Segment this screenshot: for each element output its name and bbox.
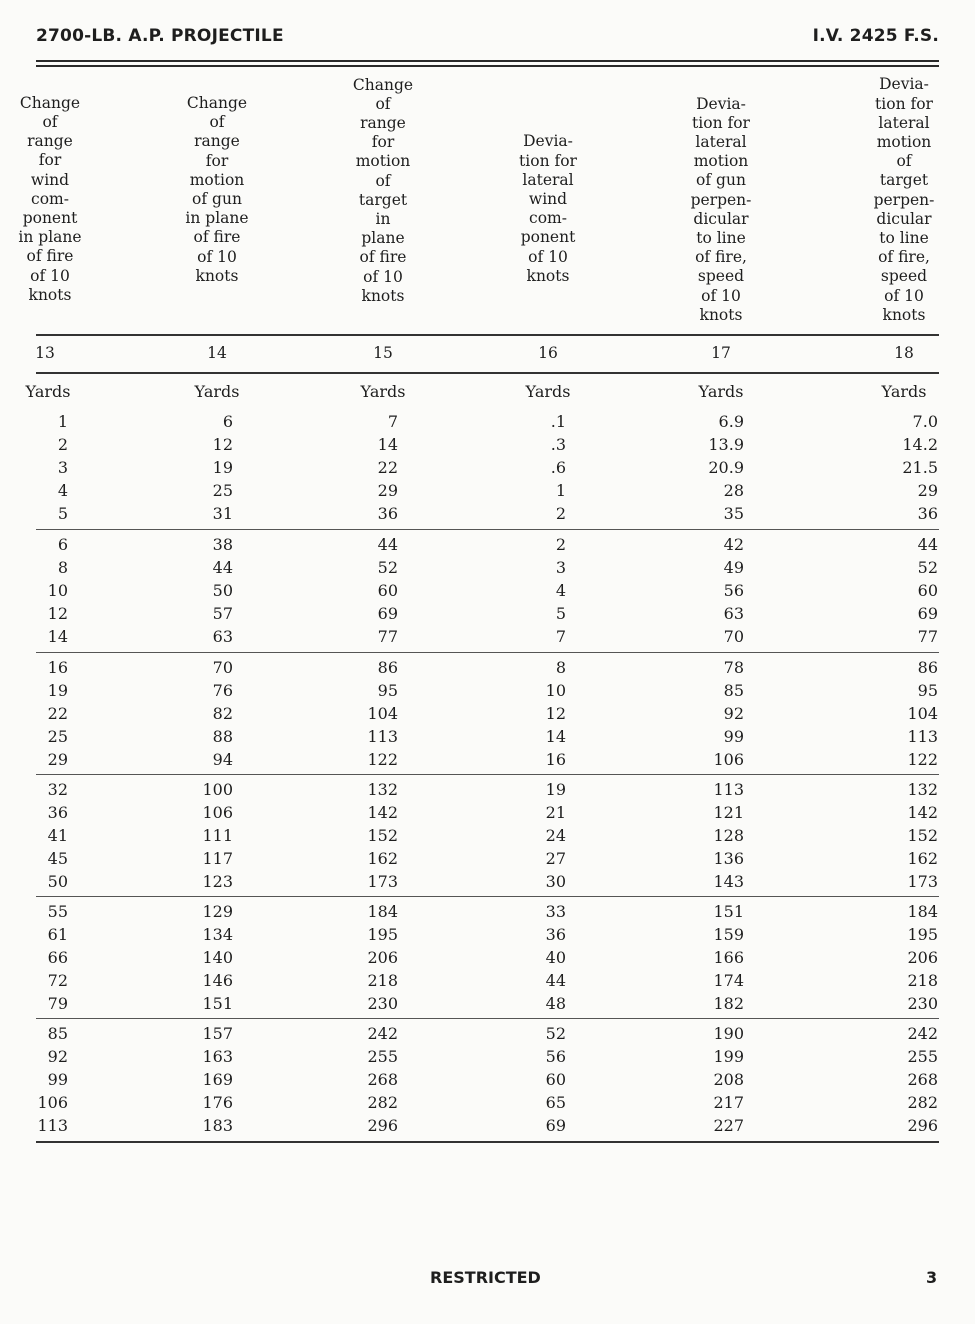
cell-col-18: 95: [917, 681, 938, 700]
heading-rule: [36, 334, 939, 336]
cell-col-16: 27: [545, 849, 566, 868]
cell-col-18: 113: [907, 727, 938, 746]
cell-col-16: .1: [550, 412, 566, 431]
cell-col-15: 7: [387, 412, 398, 431]
cell-col-13: 36: [47, 803, 68, 822]
cell-col-17: 182: [713, 994, 744, 1013]
cell-col-17: 128: [713, 826, 744, 845]
cell-col-13: 55: [47, 902, 68, 921]
cell-col-16: 40: [545, 948, 566, 967]
cell-col-14: 12: [212, 435, 233, 454]
cell-col-17: 13.9: [708, 435, 744, 454]
cell-col-15: 44: [377, 535, 398, 554]
cell-col-14: 106: [202, 803, 233, 822]
column-number-17: 17: [711, 344, 731, 362]
cell-col-17: 143: [713, 872, 744, 891]
cell-col-14: 70: [212, 658, 233, 677]
cell-col-17: 35: [723, 504, 744, 523]
cell-col-15: 36: [377, 504, 398, 523]
cell-col-16: .3: [550, 435, 566, 454]
header-title-right: I.V. 2425 F.S.: [812, 26, 939, 46]
cell-col-14: 100: [202, 780, 233, 799]
cell-col-14: 157: [202, 1024, 233, 1043]
cell-col-17: 151: [713, 902, 744, 921]
cell-col-16: 8: [555, 658, 566, 677]
cell-col-14: 63: [212, 627, 233, 646]
cell-col-17: 217: [713, 1093, 744, 1112]
cell-col-17: 121: [713, 803, 744, 822]
cell-col-17: 49: [723, 558, 744, 577]
cell-col-16: 36: [545, 925, 566, 944]
column-unit-15: Yards: [360, 382, 406, 401]
cell-col-13: 3: [57, 458, 68, 477]
cell-col-18: 184: [907, 902, 938, 921]
column-number-13: 13: [35, 344, 55, 362]
cell-col-17: 113: [713, 780, 744, 799]
cell-col-14: 134: [202, 925, 233, 944]
cell-col-17: 78: [723, 658, 744, 677]
cell-col-16: 69: [545, 1116, 566, 1135]
cell-col-15: 60: [377, 581, 398, 600]
column-number-18: 18: [894, 344, 914, 362]
cell-col-15: 69: [377, 604, 398, 623]
column-unit-14: Yards: [194, 382, 240, 401]
cell-col-15: 184: [367, 902, 398, 921]
cell-col-15: 173: [367, 872, 398, 891]
cell-col-14: 25: [212, 481, 233, 500]
cell-col-13: 41: [47, 826, 68, 845]
cell-col-14: 94: [212, 750, 233, 769]
cell-col-14: 6: [222, 412, 233, 431]
cell-col-15: 268: [367, 1070, 398, 1089]
cell-col-17: 99: [723, 727, 744, 746]
cell-col-14: 38: [212, 535, 233, 554]
cell-col-13: 106: [37, 1093, 68, 1112]
cell-col-18: 29: [917, 481, 938, 500]
cell-col-17: 92: [723, 704, 744, 723]
cell-col-13: 2: [57, 435, 68, 454]
cell-col-16: 12: [545, 704, 566, 723]
cell-col-18: 142: [907, 803, 938, 822]
cell-col-18: 60: [917, 581, 938, 600]
cell-col-17: 56: [723, 581, 744, 600]
header-rule-top: [36, 60, 939, 62]
cell-col-13: 6: [57, 535, 68, 554]
cell-col-14: 76: [212, 681, 233, 700]
cell-col-14: 140: [202, 948, 233, 967]
cell-col-13: 85: [47, 1024, 68, 1043]
column-heading-15: Change of range for motion of target in plane of fire of 10 knots: [352, 75, 414, 305]
cell-col-16: 2: [555, 535, 566, 554]
cell-col-14: 82: [212, 704, 233, 723]
cell-col-18: 21.5: [902, 458, 938, 477]
cell-col-15: 104: [367, 704, 398, 723]
cell-col-16: 5: [555, 604, 566, 623]
cell-col-13: 61: [47, 925, 68, 944]
cell-col-13: 66: [47, 948, 68, 967]
cell-col-16: 56: [545, 1047, 566, 1066]
cell-col-18: 162: [907, 849, 938, 868]
cell-col-18: 69: [917, 604, 938, 623]
cell-col-17: 42: [723, 535, 744, 554]
cell-col-18: 132: [907, 780, 938, 799]
cell-col-13: 22: [47, 704, 68, 723]
cell-col-13: 92: [47, 1047, 68, 1066]
cell-col-17: 70: [723, 627, 744, 646]
cell-col-15: 218: [367, 971, 398, 990]
cell-col-14: 88: [212, 727, 233, 746]
group-divider: [36, 652, 939, 653]
column-unit-13: Yards: [25, 382, 71, 401]
cell-col-16: 4: [555, 581, 566, 600]
cell-col-15: 95: [377, 681, 398, 700]
cell-col-14: 129: [202, 902, 233, 921]
cell-col-18: 122: [907, 750, 938, 769]
cell-col-13: 99: [47, 1070, 68, 1089]
column-number-15: 15: [373, 344, 393, 362]
cell-col-15: 296: [367, 1116, 398, 1135]
cell-col-15: 14: [377, 435, 398, 454]
cell-col-17: 6.9: [718, 412, 744, 431]
cell-col-14: 44: [212, 558, 233, 577]
header-rule-bottom: [36, 65, 939, 67]
cell-col-13: 19: [47, 681, 68, 700]
cell-col-17: 106: [713, 750, 744, 769]
cell-col-13: 16: [47, 658, 68, 677]
page-header: [36, 26, 939, 52]
group-divider: [36, 1018, 939, 1019]
cell-col-16: 65: [545, 1093, 566, 1112]
cell-col-16: 60: [545, 1070, 566, 1089]
cell-col-15: 242: [367, 1024, 398, 1043]
cell-col-16: 52: [545, 1024, 566, 1043]
cell-col-14: 163: [202, 1047, 233, 1066]
cell-col-18: 7.0: [912, 412, 938, 431]
cell-col-14: 19: [212, 458, 233, 477]
cell-col-17: 190: [713, 1024, 744, 1043]
cell-col-18: 268: [907, 1070, 938, 1089]
column-heading-14: Change of range for motion of gun in plane of fire of 10 knots: [185, 94, 249, 285]
cell-col-17: 227: [713, 1116, 744, 1135]
cell-col-16: 3: [555, 558, 566, 577]
cell-col-13: 32: [47, 780, 68, 799]
cell-col-17: 85: [723, 681, 744, 700]
cell-col-13: 10: [47, 581, 68, 600]
cell-col-13: 1: [57, 412, 68, 431]
cell-col-13: 4: [57, 481, 68, 500]
cell-col-14: 57: [212, 604, 233, 623]
group-divider: [36, 529, 939, 530]
cell-col-16: 48: [545, 994, 566, 1013]
cell-col-18: 218: [907, 971, 938, 990]
cell-col-18: 152: [907, 826, 938, 845]
cell-col-15: 29: [377, 481, 398, 500]
footer-classification: RESTRICTED: [430, 1268, 541, 1287]
cell-col-14: 151: [202, 994, 233, 1013]
cell-col-14: 169: [202, 1070, 233, 1089]
cell-col-17: 63: [723, 604, 744, 623]
cell-col-14: 123: [202, 872, 233, 891]
cell-col-13: 14: [47, 627, 68, 646]
cell-col-13: 25: [47, 727, 68, 746]
cell-col-16: 24: [545, 826, 566, 845]
cell-col-16: 2: [555, 504, 566, 523]
cell-col-15: 86: [377, 658, 398, 677]
column-heading-16: Devia- tion for lateral wind com- ponent of 10 knots: [519, 132, 577, 285]
cell-col-18: 36: [917, 504, 938, 523]
cell-col-18: 86: [917, 658, 938, 677]
cell-col-14: 183: [202, 1116, 233, 1135]
cell-col-17: 20.9: [708, 458, 744, 477]
cell-col-15: 132: [367, 780, 398, 799]
group-divider: [36, 774, 939, 775]
cell-col-16: 30: [545, 872, 566, 891]
cell-col-15: 282: [367, 1093, 398, 1112]
cell-col-15: 52: [377, 558, 398, 577]
cell-col-18: 52: [917, 558, 938, 577]
cell-col-14: 50: [212, 581, 233, 600]
column-unit-18: Yards: [881, 382, 927, 401]
cell-col-18: 104: [907, 704, 938, 723]
cell-col-17: 166: [713, 948, 744, 967]
cell-col-13: 8: [57, 558, 68, 577]
column-heading-13: Change of range for wind com- ponent in plane of fire of 10 knots: [18, 93, 82, 304]
cell-col-17: 174: [713, 971, 744, 990]
number-rule: [36, 372, 939, 374]
cell-col-13: 72: [47, 971, 68, 990]
column-number-14: 14: [207, 344, 227, 362]
cell-col-13: 45: [47, 849, 68, 868]
cell-col-13: 5: [57, 504, 68, 523]
cell-col-14: 146: [202, 971, 233, 990]
cell-col-15: 195: [367, 925, 398, 944]
cell-col-15: 230: [367, 994, 398, 1013]
cell-col-18: 14.2: [902, 435, 938, 454]
cell-col-15: 77: [377, 627, 398, 646]
cell-col-15: 255: [367, 1047, 398, 1066]
cell-col-16: .6: [550, 458, 566, 477]
cell-col-17: 136: [713, 849, 744, 868]
column-unit-17: Yards: [698, 382, 744, 401]
cell-col-13: 113: [37, 1116, 68, 1135]
cell-col-15: 162: [367, 849, 398, 868]
cell-col-15: 152: [367, 826, 398, 845]
cell-col-15: 113: [367, 727, 398, 746]
cell-col-17: 159: [713, 925, 744, 944]
cell-col-18: 206: [907, 948, 938, 967]
cell-col-15: 22: [377, 458, 398, 477]
table-bottom-rule: [36, 1141, 939, 1143]
cell-col-16: 14: [545, 727, 566, 746]
cell-col-18: 255: [907, 1047, 938, 1066]
cell-col-15: 142: [367, 803, 398, 822]
column-unit-16: Yards: [525, 382, 571, 401]
cell-col-16: 44: [545, 971, 566, 990]
cell-col-16: 7: [555, 627, 566, 646]
cell-col-16: 16: [545, 750, 566, 769]
cell-col-17: 28: [723, 481, 744, 500]
cell-col-14: 111: [202, 826, 233, 845]
cell-col-13: 12: [47, 604, 68, 623]
column-number-16: 16: [538, 344, 558, 362]
cell-col-16: 10: [545, 681, 566, 700]
column-heading-17: Devia- tion for lateral motion of gun perpen- dicular to line of fire, speed of 10 knots: [690, 94, 752, 324]
cell-col-16: 21: [545, 803, 566, 822]
cell-col-17: 199: [713, 1047, 744, 1066]
cell-col-13: 79: [47, 994, 68, 1013]
cell-col-15: 122: [367, 750, 398, 769]
cell-col-14: 117: [202, 849, 233, 868]
cell-col-16: 33: [545, 902, 566, 921]
cell-col-14: 176: [202, 1093, 233, 1112]
cell-col-16: 19: [545, 780, 566, 799]
cell-col-18: 242: [907, 1024, 938, 1043]
cell-col-15: 206: [367, 948, 398, 967]
cell-col-16: 1: [555, 481, 566, 500]
cell-col-18: 44: [917, 535, 938, 554]
cell-col-13: 29: [47, 750, 68, 769]
cell-col-17: 208: [713, 1070, 744, 1089]
cell-col-14: 31: [212, 504, 233, 523]
cell-col-13: 50: [47, 872, 68, 891]
footer-page-number: 3: [926, 1268, 938, 1287]
cell-col-18: 173: [907, 872, 938, 891]
cell-col-18: 282: [907, 1093, 938, 1112]
cell-col-18: 230: [907, 994, 938, 1013]
column-heading-18: Devia- tion for lateral motion of target perpen- dicular to line of fire, speed of 10 knots: [873, 75, 935, 324]
cell-col-18: 195: [907, 925, 938, 944]
header-title-left: 2700-LB. A.P. PROJECTILE: [36, 26, 284, 46]
cell-col-18: 296: [907, 1116, 938, 1135]
group-divider: [36, 896, 939, 897]
cell-col-18: 77: [917, 627, 938, 646]
